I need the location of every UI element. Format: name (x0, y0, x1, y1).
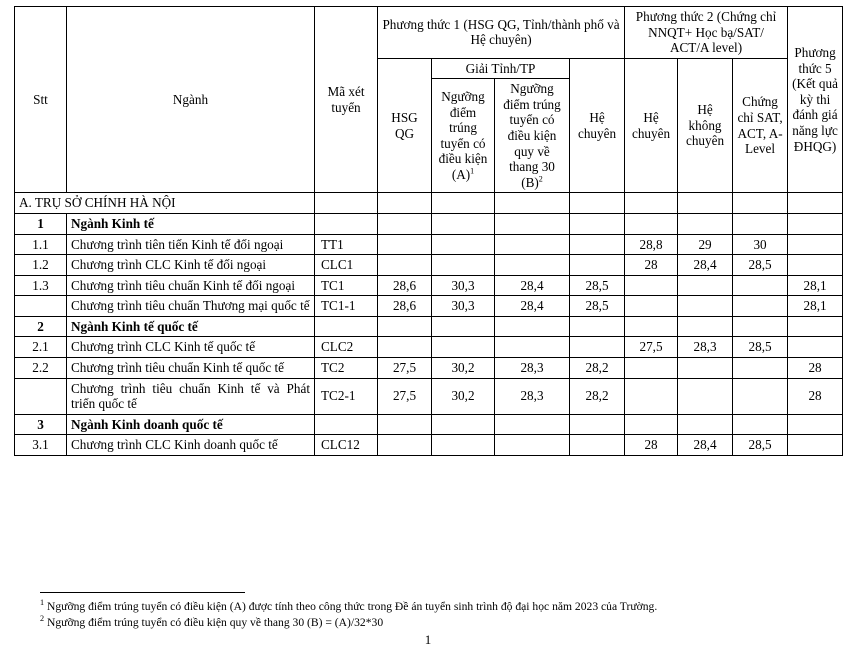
admission-scores-table (14, 6, 843, 456)
cell-code: TC1 (315, 275, 378, 296)
program-group-row (15, 414, 843, 435)
cell-he-chuyen-pt2: 27,5 (625, 337, 678, 358)
cell-chung-chi-sat (733, 378, 788, 414)
cell-nguong-b (495, 234, 570, 255)
cell-stt: 3.1 (15, 435, 67, 456)
footnotes-area (40, 592, 830, 632)
cell-hsg-qg: 28,6 (378, 296, 432, 317)
cell-he-chuyen-pt1 (570, 316, 625, 337)
section-title: A. TRỤ SỞ CHÍNH HÀ NỘI (15, 193, 315, 214)
cell-nguong-a (432, 213, 495, 234)
cell-program-name: Ngành Kinh doanh quốc tế (67, 414, 315, 435)
cell-he-chuyen-pt2 (625, 296, 678, 317)
cell-he-chuyen-pt1 (570, 234, 625, 255)
cell-dhqg (788, 337, 843, 358)
cell-he-chuyen-pt2: 28 (625, 435, 678, 456)
cell-chung-chi-sat (733, 316, 788, 337)
cell-program-name: Chương trình CLC Kinh tế đối ngoại (67, 255, 315, 276)
cell-chung-chi-sat: 28,5 (733, 337, 788, 358)
cell-hsg-qg (378, 337, 432, 358)
cell-hsg-qg (378, 255, 432, 276)
cell-he-chuyen-pt2 (625, 414, 678, 435)
cell-he-chuyen-pt2 (625, 275, 678, 296)
cell-dhqg (788, 414, 843, 435)
cell-nguong-a (432, 337, 495, 358)
cell-nguong-b (495, 337, 570, 358)
table-body (15, 193, 843, 456)
cell-he-khong-chuyen: 28,4 (678, 435, 733, 456)
program-group-row (15, 213, 843, 234)
cell-hsg-qg: 27,5 (378, 378, 432, 414)
cell-he-khong-chuyen (678, 414, 733, 435)
cell-code (315, 213, 378, 234)
cell-chung-chi-sat (733, 414, 788, 435)
cell-dhqg: 28 (788, 378, 843, 414)
footnote-2 (40, 615, 830, 631)
cell-nguong-b: 28,4 (495, 275, 570, 296)
cell-chung-chi-sat (733, 213, 788, 234)
cell-nguong-a (432, 414, 495, 435)
cell-he-chuyen-pt1: 28,5 (570, 275, 625, 296)
cell-dhqg (788, 316, 843, 337)
cell-nguong-a (432, 234, 495, 255)
cell-nguong-b: 28,3 (495, 357, 570, 378)
cell-dhqg: 28 (788, 357, 843, 378)
cell-nguong-b (495, 414, 570, 435)
cell-he-khong-chuyen (678, 316, 733, 337)
cell-dhqg (788, 435, 843, 456)
header-he-chuyen-pt1: Hệ chuyên (570, 58, 625, 193)
section-blank-ma (315, 193, 378, 214)
cell-chung-chi-sat: 28,5 (733, 435, 788, 456)
cell-code (315, 316, 378, 337)
cell-stt: 1 (15, 213, 67, 234)
cell-program-name: Chương trình tiên tiến Kinh tế đối ngoại (67, 234, 315, 255)
cell-code: CLC12 (315, 435, 378, 456)
header-phuong-thuc-1: Phương thức 1 (HSG QG, Tỉnh/thành phố và Hệ chuyên) (378, 7, 625, 59)
cell-dhqg (788, 213, 843, 234)
cell-stt: 1.2 (15, 255, 67, 276)
table-row (15, 255, 843, 276)
table-row (15, 275, 843, 296)
cell-he-chuyen-pt2 (625, 357, 678, 378)
header-giai-tinh-tp: Giải Tỉnh/TP (432, 58, 570, 79)
table-row (15, 234, 843, 255)
header-nguong-a (432, 79, 495, 193)
cell-chung-chi-sat: 28,5 (733, 255, 788, 276)
cell-chung-chi-sat (733, 357, 788, 378)
cell-stt (15, 378, 67, 414)
cell-code: TC2-1 (315, 378, 378, 414)
cell-he-khong-chuyen: 29 (678, 234, 733, 255)
cell-he-chuyen-pt1 (570, 414, 625, 435)
header-he-khong-chuyen: Hệ không chuyên (678, 58, 733, 193)
cell-he-khong-chuyen (678, 378, 733, 414)
footnote-2-text: Ngưỡng điểm trúng tuyển có điều kiện quy về thang 30 (B) = (A)/32*30 (47, 616, 384, 630)
cell-stt: 3 (15, 414, 67, 435)
cell-he-chuyen-pt1: 28,2 (570, 357, 625, 378)
cell-he-chuyen-pt2 (625, 213, 678, 234)
cell-he-chuyen-pt2 (625, 316, 678, 337)
cell-nguong-a: 30,2 (432, 378, 495, 414)
cell-nguong-b (495, 435, 570, 456)
table-header (15, 7, 843, 193)
cell-nguong-b: 28,4 (495, 296, 570, 317)
cell-nguong-a (432, 435, 495, 456)
table-row (15, 357, 843, 378)
cell-nguong-a: 30,2 (432, 357, 495, 378)
footnote-separator (40, 592, 245, 593)
footnote-1-text: Ngưỡng điểm trúng tuyển có điều kiện (A) được tính theo công thức trong Đề án tuyển sinh trình độ đại học năm 2023 của Trường. (47, 600, 658, 613)
cell-he-chuyen-pt1 (570, 435, 625, 456)
cell-code: TC2 (315, 357, 378, 378)
section-blank-hec2 (625, 193, 678, 214)
cell-hsg-qg (378, 316, 432, 337)
header-he-chuyen-pt2: Hệ chuyên (625, 58, 678, 193)
header-row-1 (15, 7, 843, 59)
table-row (15, 378, 843, 414)
cell-he-chuyen-pt2 (625, 378, 678, 414)
cell-nguong-a (432, 316, 495, 337)
page-number: 1 (424, 632, 432, 647)
cell-dhqg (788, 255, 843, 276)
cell-nguong-b (495, 213, 570, 234)
cell-chung-chi-sat (733, 275, 788, 296)
cell-nguong-b: 28,3 (495, 378, 570, 414)
footnote-2-marker: 2 (40, 614, 45, 624)
cell-hsg-qg (378, 213, 432, 234)
cell-dhqg (788, 234, 843, 255)
cell-chung-chi-sat: 30 (733, 234, 788, 255)
cell-he-chuyen-pt1: 28,2 (570, 378, 625, 414)
header-hsg-qg: HSG QG (378, 58, 432, 193)
cell-program-name: Chương trình CLC Kinh doanh quốc tế (67, 435, 315, 456)
cell-he-khong-chuyen (678, 357, 733, 378)
table-row (15, 337, 843, 358)
header-ma-xet-tuyen: Mã xét tuyển (315, 7, 378, 193)
cell-he-chuyen-pt1 (570, 213, 625, 234)
cell-code: TT1 (315, 234, 378, 255)
cell-program-name: Chương trình tiêu chuẩn Kinh tế đối ngoại (67, 275, 315, 296)
cell-code (315, 414, 378, 435)
cell-program-name: Chương trình tiêu chuẩn Kinh tế quốc tế (67, 357, 315, 378)
section-blank-dhqg (788, 193, 843, 214)
cell-he-chuyen-pt1: 28,5 (570, 296, 625, 317)
footnote-1-marker: 1 (40, 598, 45, 608)
table-row (15, 435, 843, 456)
cell-he-chuyen-pt1 (570, 337, 625, 358)
cell-he-khong-chuyen (678, 213, 733, 234)
cell-he-khong-chuyen (678, 275, 733, 296)
cell-hsg-qg (378, 234, 432, 255)
cell-hsg-qg (378, 414, 432, 435)
cell-stt: 2.1 (15, 337, 67, 358)
cell-he-chuyen-pt2: 28 (625, 255, 678, 276)
cell-stt (15, 296, 67, 317)
section-blank-nga (432, 193, 495, 214)
program-group-row (15, 316, 843, 337)
cell-program-name: Chương trình tiêu chuẩn Thương mại quốc tế (67, 296, 315, 317)
cell-program-name: Chương trình tiêu chuẩn Kinh tế và Phát triển quốc tế (67, 378, 315, 414)
header-phuong-thuc-2: Phương thức 2 (Chứng chỉ NNQT+ Học bạ/SAT/ ACT/A level) (625, 7, 788, 59)
cell-program-name: Ngành Kinh tế quốc tế (67, 316, 315, 337)
header-nguong-b (495, 79, 570, 193)
header-nganh: Ngành (67, 7, 315, 193)
cell-code: TC1-1 (315, 296, 378, 317)
header-nguong-b-text: Ngưỡng điểm trúng tuyển có điều kiện quy về thang 30 (B) (503, 81, 561, 190)
section-blank-hsg (378, 193, 432, 214)
cell-stt: 1.3 (15, 275, 67, 296)
cell-dhqg: 28,1 (788, 275, 843, 296)
cell-he-khong-chuyen: 28,4 (678, 255, 733, 276)
cell-hsg-qg (378, 435, 432, 456)
table-row (15, 296, 843, 317)
cell-stt: 1.1 (15, 234, 67, 255)
cell-program-name: Ngành Kinh tế (67, 213, 315, 234)
section-blank-ngb (495, 193, 570, 214)
cell-he-chuyen-pt2: 28,8 (625, 234, 678, 255)
section-blank-sat (733, 193, 788, 214)
cell-stt: 2 (15, 316, 67, 337)
cell-nguong-a: 30,3 (432, 275, 495, 296)
section-blank-hekc (678, 193, 733, 214)
header-nguong-a-text: Ngưỡng điểm trúng tuyển có điều kiện (A) (438, 89, 488, 182)
cell-dhqg: 28,1 (788, 296, 843, 317)
cell-he-khong-chuyen (678, 296, 733, 317)
cell-nguong-b (495, 255, 570, 276)
cell-he-chuyen-pt1 (570, 255, 625, 276)
cell-stt: 2.2 (15, 357, 67, 378)
cell-code: CLC2 (315, 337, 378, 358)
header-chung-chi-sat: Chứng chỉ SAT, ACT, A-Level (733, 58, 788, 193)
cell-hsg-qg: 27,5 (378, 357, 432, 378)
cell-he-khong-chuyen: 28,3 (678, 337, 733, 358)
cell-nguong-b (495, 316, 570, 337)
header-phuong-thuc-5: Phương thức 5 (Kết quả kỳ thi đánh giá năng lực ĐHQG) (788, 7, 843, 193)
footnote-ref-1: 1 (470, 166, 475, 176)
cell-nguong-a: 30,3 (432, 296, 495, 317)
cell-chung-chi-sat (733, 296, 788, 317)
cell-hsg-qg: 28,6 (378, 275, 432, 296)
section-header-row (15, 193, 843, 214)
header-stt: Stt (15, 7, 67, 193)
footnote-ref-2: 2 (538, 174, 543, 184)
section-blank-hec1 (570, 193, 625, 214)
cell-program-name: Chương trình CLC Kinh tế quốc tế (67, 337, 315, 358)
cell-nguong-a (432, 255, 495, 276)
footnote-1 (40, 599, 830, 615)
cell-code: CLC1 (315, 255, 378, 276)
